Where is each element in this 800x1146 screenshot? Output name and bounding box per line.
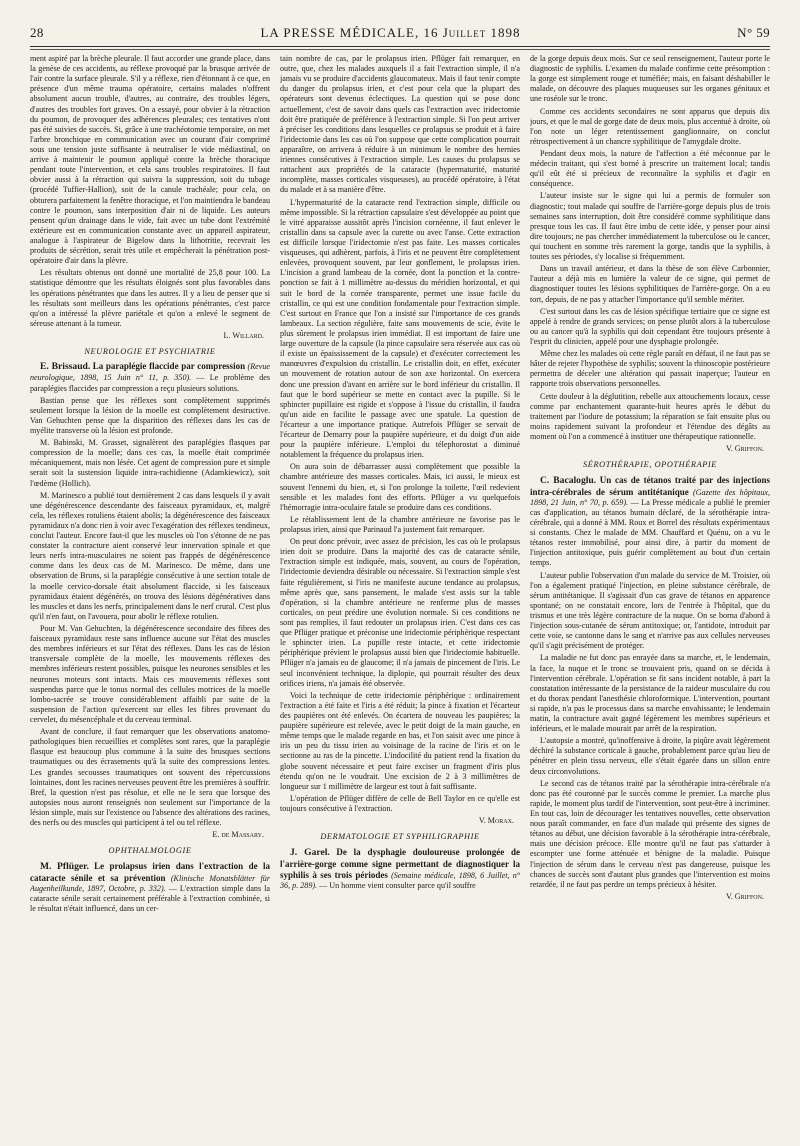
- column-1: [30, 54, 270, 1136]
- author-signature: V. Griffon.: [725, 444, 764, 454]
- entry-author: C. Bacaloglu.: [540, 474, 597, 486]
- entry-title: La paraplégie flaccide par compression: [92, 361, 246, 372]
- paragraph: Même chez les malades où cette règle paraît en défaut, il ne faut pas se hâter de rejeter l'hypothèse de syphilis; souvent la rhinoscopie postérieure permettra de déceler une altération qui passait inaperçue; l'auteur en rapporte trois observations personnelles.: [530, 349, 770, 389]
- column-2: [280, 54, 520, 1136]
- author-signature: V. Griffon.: [725, 891, 764, 901]
- review-entry: [280, 847, 520, 892]
- page-header: [30, 22, 770, 44]
- entry-source: (Revue neurologique, 1898, 15 Juin n° 11, p. 350).: [30, 362, 270, 383]
- entry-author: J. Garel.: [290, 846, 330, 858]
- section-heading: NEUROLOGIE ET PSYCHIATRIE: [84, 347, 216, 357]
- journal-title: LA PRESSE MÉDICALE, 16 Juillet 1898: [260, 24, 521, 40]
- paragraph: de la gorge depuis deux mois. Sur ce seul renseignement, l'auteur porte le diagnostic de syphilis. L'examen du malade confirme cette présomption : la gorge est simplement rouge et tuméfiée; mais, en faisant déshabiller le malade, on découvre des plaques muqueuses sur les organes génitaux et une roséole sur le tronc.: [530, 54, 770, 104]
- paragraph: Voici la technique de cette iridectomie périphérique : ordinairement l'extraction a été faite et l'iris a été réduit; la pince à fixation et l'écarteur des paupières ont été enlevés. On écartera de nouveau les paupières; la paupière supérieure est relevée, avec le petit doigt de la main gauche, en même temps que le malade regarde en bas, et l'on saisit avec une pince à iris un peu du tissu irien au voisinage de la racine de l'iris et on le sectionne au ras de la pincette. L'indocilité du patient rend la fixation du globe souvent nécessaire et peut faire exciser un fragment d'iris plus étendu qu'on ne le voudrait. Une excision de 2 à 3 millimètres de longueur sur 1 millimètre de largeur est tout à fait suffisante.: [280, 690, 520, 791]
- entry-source: (Klinische Monatsblätter für Augenheilkunde, 1897, Octobre, p. 332).: [30, 873, 270, 893]
- paragraph: On peut donc prévoir, avec assez de précision, les cas où le prolapsus irien doit se produire. Dans la majorité des cas de cataracte sénile, l'extraction simple est indiquée, mais, souvent, au cours de l'opération, l'iridectomie deviendra désirable ou nécessaire. Si l'extraction simple s'est faite régulièrement, si l'iris ne manifeste aucune tendance au prolapsus, même après que, sans pansement, le malade s'est assis sur la table d'opération, si la chambre antérieure ne renferme plus de masses corticales, on peut prédire une évolution normale. Si ces conditions ne sont pas remplies, il faut redouter un prolapsus irien. C'est dans ces cas que Pflüger pratique et préconise une iridectomie périphérique respectant le sphincter irien. La pupille reste intacte, et cette iridectomie périphérique prévient le prolapsus aussi bien que l'iridectomie habituelle. Pflüger n'a jamais eu de glaucome; il n'a jamais de pincement de l'iris. Le seul inconvénient technique, la diplopie, qui pourrait résulter des deux orifices iriens, n'a jamais été observée.: [280, 537, 520, 688]
- author-signature: E. de Massary.: [212, 830, 264, 840]
- paragraph: L'auteur publie l'observation d'un malade du service de M. Troisier, où l'on a également pratiqué l'injection, en pleine substance cérébrale, de sérum antitétanique. Il s'agissait d'un cas grave de tétanos en apparence spontané; on ne constatait encore, lors de l'entrée à l'hôpital, que du trismus et une très légère contracture de la nuque. On se borna d'abord à l'injection sous-cutanée de sérum antitoxique; or, l'antidote, introduit par cette voie, se cantonne dans le sang et n'arrive pas aux cellules nerveuses qu'il s'agit précisément de protéger.: [530, 570, 770, 651]
- paragraph: M. Babinski, M. Grasset, signalèrent des paraplégies flasques par compression de la moelle; dans ces cas, la moelle était comprimée mécaniquement, mais non lésée. Cet agent de compression pure et simple serait soit la sustension liquide intra-rachidienne (Adamkiewicz), soit l'œdème (Hollich).: [30, 438, 270, 488]
- paragraph: Dans un travail antérieur, et dans la thèse de son élève Carbonnier, l'auteur a déjà mis en lumière la valeur de ce signe, qui permet de diagnostiquer toutes les lésions syphilitiques de l'arrière-gorge. On a eu tort, depuis, de ne pas y attacher l'importance qu'il semble mériter.: [530, 264, 770, 304]
- paragraph: L'autopsie a montré, qu'inoffensive à droite, la piqûre avait légèrement déchiré la substance corticale à gauche, probablement parce qu'au lieu de pénétrer en plein tissu nerveux, elle s'était égarée dans un sillon entre deux circonvolutions.: [530, 736, 770, 776]
- issue-number: N° 59: [737, 24, 770, 40]
- entry-title: Le prolapsus irien dans l'extraction de la cataracte sénile et sa prévention: [30, 860, 270, 883]
- paragraph: L'opération de Pflüger diffère de celle de Bell Taylor en ce qu'elle est toujours consécutive à l'extraction.: [280, 793, 520, 813]
- paragraph: C'est surtout dans les cas de lésion spécifique tertiaire que ce signe est appelé à rendre de grands services; on pense plutôt alors à la tuberculose ou au cancer qu'à la syphilis qui doit cependant être toujours présente à l'esprit du clinicien, appelé pour une dysphagie prolongée.: [530, 306, 770, 346]
- paragraph: ment aspiré par la brèche pleurale. Il faut accorder une grande place, dans la genèse de ces accidents, au réflexe provoqué par la brusque arrivée de l'air contre la surface pleurale. S'il y a réflexe, rien d'étonnant à ce que, en présence d'un même trauma opératoire, certains malades n'offrent absolument aucun trouble, d'autres, au contraire, des troubles légers, d'autres des troubles fort graves. On a essayé, pour obvier à la rétraction du poumon, de provoquer des adhérences pleurales; ces tentatives n'ont pas été suivies de succès. Si, grâce à une trachéotomie temporaire, on met l'arbre bronchique en communication avec un courant d'air comprimé sous une tension juste suffisante à neutraliser le vide médiastinal, on arrive à maintenir le poumon appliqué contre la brèche thoracique pendant toute l'intervention, et cela sans troubles respiratoires. Il faut obvier aussi à la rétraction qui suivra la suppression, soit du tubage (procédé Tuffier-Hallion), soit de la canule trachéale; pour cela, on obturera parfaitement la fenêtre thoracique, et l'on maintiendra le bandeau contre le poumon, sans interposition d'air ni de liquide. Les auteurs pensent qu'un drainage dans le vide, fait avec un tube dont l'extrémité extérieure est en communication constante avec un appareil aspirateur, analogue à l'aspirateur de Bigelow dans la lithotritie, recevrait les produits de sécrétion, serait très utile et empêcherait la pénétration post-opératoire d'air dans la plèvre.: [30, 54, 270, 266]
- review-entry: [30, 861, 270, 915]
- entry-text: — Un homme vient consulter parce qu'il souffre: [319, 881, 476, 891]
- paragraph: Avant de conclure, il faut remarquer que les observations anatomo-pathologiques bien recueillies et complètes sont rares, que la paraplégie flasque est beaucoup plus commune à la suite des brusques sections traumatiques ou des écrasements qu'à la suite des compressions lentes. Les grandes secousses traumatiques ont souvent des répercussions lointaines, dont les racines nerveuses peuvent être les premières à souffrir. Bref, la question n'est pas résolue, et elle ne le sera que lorsque des autopsies nous auront renseignés non seulement sur l'importance de la lésion simple, mais sur l'existence ou l'absence des altérations des racines, des nerfs ou des muscles qui participent à tel ou tel réflexe.: [30, 727, 270, 828]
- section-heading: DERMATOLOGIE ET SYPHILIGRAPHIE: [320, 832, 480, 842]
- entry-author: E. Brissaud.: [40, 361, 91, 373]
- paragraph: Pendant deux mois, la nature de l'affection a été méconnue par le médecin traitant, qui s'est borné à prescrire un traitement local; tandis qu'il eût été si précieux de reconnaître la syphilis et d'agir en conséquence.: [530, 148, 770, 189]
- author-signature: L. Willard.: [223, 330, 264, 340]
- paragraph: Comme ces accidents secondaires ne sont apparus que depuis dix jours, et que le mal de gorge date de deux mois, plus accentué à droite, où l'on note un léger retentissement ganglionnaire, on conclut rétrospectivement à un chancre syphilitique de l'amygdale droite.: [530, 106, 770, 146]
- author-signature: V. Morax.: [478, 816, 514, 826]
- review-entry: [530, 475, 770, 569]
- paragraph: L'auteur insiste sur le signe qui lui a permis de formuler son diagnostic; tout malade qui souffre de l'arrière-gorge depuis plus de trois semaines sans interruption, doit être considéré comme syphilitique dans presque tous les cas. Il faut être imbu de cette idée, y penser pour ainsi dire toujours; ne pas chercher immédiatement la tuberculose ou le cancer, qui touchent en somme très rarement la gorge, tandis que la syphilis, à toutes ses périodes, s'y localise si fréquemment.: [530, 191, 770, 262]
- header-rule-thin: [30, 49, 770, 50]
- entry-source: (Semaine médicale, 1898, 6 Juillet, n° 36, p. 289).: [280, 870, 520, 891]
- column-3: [530, 54, 770, 1136]
- paragraph: On aura soin de débarrasser aussi complètement que possible la chambre antérieure des masses corticales. Mais, ici aussi, le mieux est souvent l'ennemi du bien, et, si l'on prolonge la toilette, l'œil redevient sensible et les malades font des efforts. Pflüger a vu quelquefois l'hémorragie intra-oculaire fatale se produire dans ces conditions.: [280, 462, 520, 512]
- entry-title: Un cas de tétanos traité par des injections intra-cérébrales de sérum antitétanique: [530, 474, 770, 497]
- review-entry: [30, 361, 270, 393]
- entry-author: M. Pflüger.: [40, 860, 89, 872]
- paragraph: Pour M. Van Gehuchten, la dégénérescence secondaire des fibres des faisceaux pyramidaux reste sans influence aucune sur l'état des muscles des membres inférieurs et sur l'état des réflexes. Dans les cas de lésion transversale complète de la moelle, les mouvements réflexes des membres inférieurs restent possibles, puisque les neurones sensibles et les neurones moteurs sont intacts. Mais ces mouvements réflexes sont suspendus parce que le tonus normal des cellules motrices de la moelle lombo-sacrée se trouve considérablement affaibli par suite de la suspension de l'action qu'exercent sur elles les fibres provenant du cervelet, du mésencéphale et du cerveau terminal.: [30, 624, 270, 725]
- paragraph: Les résultats obtenus ont donné une mortalité de 25,8 pour 100. La statistique démontre que les résultats éloignés sont plus favorables dans les opérations pénétrantes que dans les autres. Il y a lieu de penser que si les résultats sont meilleurs dans les opérations pénétrantes, c'est parce qu'on a intéressé la plèvre pariétale et qu'on a enlevé le segment de séreuse attenant à la tumeur.: [30, 268, 270, 328]
- page-number: 28: [30, 24, 44, 40]
- entry-title: De la dysphagie douloureuse prolongée de l'arrière-gorge comme signe permettant de diagnostiquer la syphilis à ses trois périodes: [280, 846, 520, 880]
- paragraph: Le second cas de tétanos traité par la sérothérapie intra-cérébrale n'a donc pas été couronné par le succès comme le premier. La marche plus rapide, le moment plus tardif de l'intervention, sont peut-être à incriminer. En tout cas, loin de décourager les tentatives nouvelles, cette observation nous paraît commander, en face d'un malade qui présente des signes de tétanos au début, une décision favorable à la sérothérapie intra-cérébrale, mais une décision précoce. Elle montre qu'il ne faut pas s'attarder à escompter une forme atténuée et bénigne de la maladie. Puisque l'injection de sérum dans le cerveau n'est pas dangereuse, puisque les chances de succès sont d'autant plus grandes que l'intervention est moins retardée, il ne faut pas perdre un temps précieux à hésiter.: [530, 778, 770, 889]
- header-rule: [30, 46, 770, 47]
- paragraph: L'hypermaturité de la cataracte rend l'extraction simple, difficile ou même impossible. Si la rétraction capsulaire s'est développée au point que le vitré apparaisse aussitôt après l'incision cornéenne, il faut enlever le cristallin dans sa capsule avec la curette ou avec l'anse. Cette extraction est difficile lorsque l'iridectomie n'est pas faite. Les masses corticales visqueuses, qui adhèrent, parfois, à l'iris et ne peuvent être complètement enlevées, provoquent souvent, par leur gonflement, le prolapsus irien. L'incision a grand lambeau de la cornée, dont la ponction et la contre-ponction se fait à 1 millimètre au-dessus du méridien horizontal, et qui suit le bord de la cornée transparente, permet une issue facile du cristallin, ce qui est une condition fondamentale pour l'extraction simple. C'est surtout en France que l'on a insisté sur l'importance de ces grands lambeaux. La section régulière, faite sans mouvements de scie, évite le plus sûrement le prolapsus irien immédiat. Il est important de faire une large ouverture de la capsule (la pince capsulaire sera réservée aux cas où il existe un épaississement de la capsule) et d'exécuter correctement les manœuvres d'expulsion du cristallin. Le cristallin doit, en effet, exécuter un mouvement de rotation autour de son axe horizontal. On exercera donc une pression d'avant en arrière sur le bord inférieur du cristallin. Il faut que le bord supérieur se mette en contact avec la pupille. Si le sphincter pupillaire est rigide et s'oppose à l'issue du cristallin, il faudra qu'un aide en facilite le passage avec une spatule. La question de l'écarteur a une importance pratique. Autrefois Pflüger se servait de l'écarteur de Demarry pour la paupière supérieure, et du doigt d'un aide pour la paupière inférieure. L'emploi du télephorostat a diminué notablement la fréquence du prolapsus irien.: [280, 197, 520, 460]
- entry-text: — La Presse médicale a publié le premier cas d'application, au tétanos humain déclaré, de la sérothérapie intra-cérébrale, qui a donné à MM. Roux et Borrel des résultats expérimentaux si constants. Chez le malade de MM. Chauffard et Quénu, on a vu le tétanos rester immobilisé, pour ainsi dire, à partir du moment de l'injection antitoxique, puis guérir complètement au bout d'un certain temps.: [530, 497, 770, 568]
- section-heading: OPHTHALMOLOGIE: [108, 846, 192, 856]
- entry-text: — Le problème des paraplégies flaccides par compression a reçu plusieurs solutions.: [30, 373, 270, 393]
- paragraph: La maladie ne fut donc pas enrayée dans sa marche, et, le lendemain, la face, la nuque et le tronc se trouvaient pris, quand on se décida à l'intervention cérébrale. L'opération se fit sans incident notable, à part la constatation intéressante de la persistance de la raideur musculaire du cou et du thorax pendant l'anesthésie chloroformique. L'intervention, pourtant si rapide, n'a pas le processus dans sa marche envahissante; le lendemain matin, la contracture avait gagné légèrement les membres supérieurs et inférieurs, et le malade mourait par arrêt de la respiration.: [530, 653, 770, 734]
- paragraph: M. Marinesco a publié tout dernièrement 2 cas dans lesquels il y avait une dégénérescence descendante des faisceaux pyramidaux, et, malgré cela, les réflexes rotuliens étaient abolis; la dégénérescence des faisceaux pyramidaux n'a donc rien à voir avec l'exagération des réflexes tendineux, conclut l'auteur. Encore faut-il que les muscles où l'on s'étonne de ne pas constater la contracture aient conservé leur innervation spinale et que leurs nerfs intra-musculaires ne soient pas frappés de dégénérescence comme dans les deux cas de M. Marinesco. De même, dans une observation de Bruns, si la paraplégie consécutive à une section totale de la moelle cervico-dorsale était absolument flaccide, si les faisceaux pyramidaux étaient dégénérés, on trouva des lésions dégénératives dans les muscles et dans les nerfs, principalement dans le nerf crural. C'est plus qu'il n'en faut, on l'avouera, pour abolir le réflexe rotulien.: [30, 490, 270, 621]
- article-columns: [30, 54, 770, 1136]
- entry-text: — L'extraction simple dans la cataracte sénile serait certainement préférable à l'extraction combinée, si le résultat n'était influencé, dans un cer-: [30, 883, 270, 914]
- entry-source: (Gazette des hôpitaux, 1898, 21 Juin, n° 70, p. 659).: [530, 487, 770, 507]
- paragraph: Le rétablissement lent de la chambre antérieure ne favorise pas le prolapsus irien, ainsi que Parinaud l'a justement fait remarquer.: [280, 514, 520, 535]
- section-heading: SÉROTHÉRAPIE, OPOTHÉRAPIE: [583, 460, 717, 470]
- paragraph: Cette douleur à la déglutition, rebelle aux attouchements locaux, cesse comme par enchantement quarante-huit heures après le début du traitement par l'iodure de potassium; la réparation se fait ensuite plus ou moins rapidement suivant la profondeur et l'étendue des dégâts au moment où l'on a commencé à instituer une thérapeutique rationnelle.: [530, 391, 770, 441]
- paragraph: tain nombre de cas, par le prolapsus irien. Pflüger fait remarquer, en outre, que, chez les malades auxquels il a fait l'extraction simple, il n'a jamais vu se produire d'accidents glaucomateux. Mais il faut tenir compte du danger du prolapsus irien, et c'est pour cela que la plupart des opérateurs sont devenus éclectiques. La question qui se pose donc actuellement, c'est de savoir dans quels cas l'extraction avec iridectomie doit être pratiquée de préférence à l'extraction simple. Si l'on peut arriver à préciser les conditions dans lesquelles ce prolapsus se produit et à faire l'iridectomie dans les cas où l'on suppose que cette complication pourrait apparaître, on arrivera à réduire à un minimum le nombre des hernies iriennes consécutives à l'extraction simple. Les causes du prolapsus se rattachent aux propriétés de la cataracte (hypermaturité, maturité incomplète, masses corticales visqueuses), au procédé opératoire, à l'état du malade et à sa manière d'être.: [280, 54, 520, 195]
- paragraph: Bastian pense que les réflexes sont complètement supprimés seulement lorsque la lésion de la moelle est complètement destructive. Van Gehuchten pense que la disparition des réflexes dans les cas de myélite transverse où la lésion est profonde.: [30, 395, 270, 435]
